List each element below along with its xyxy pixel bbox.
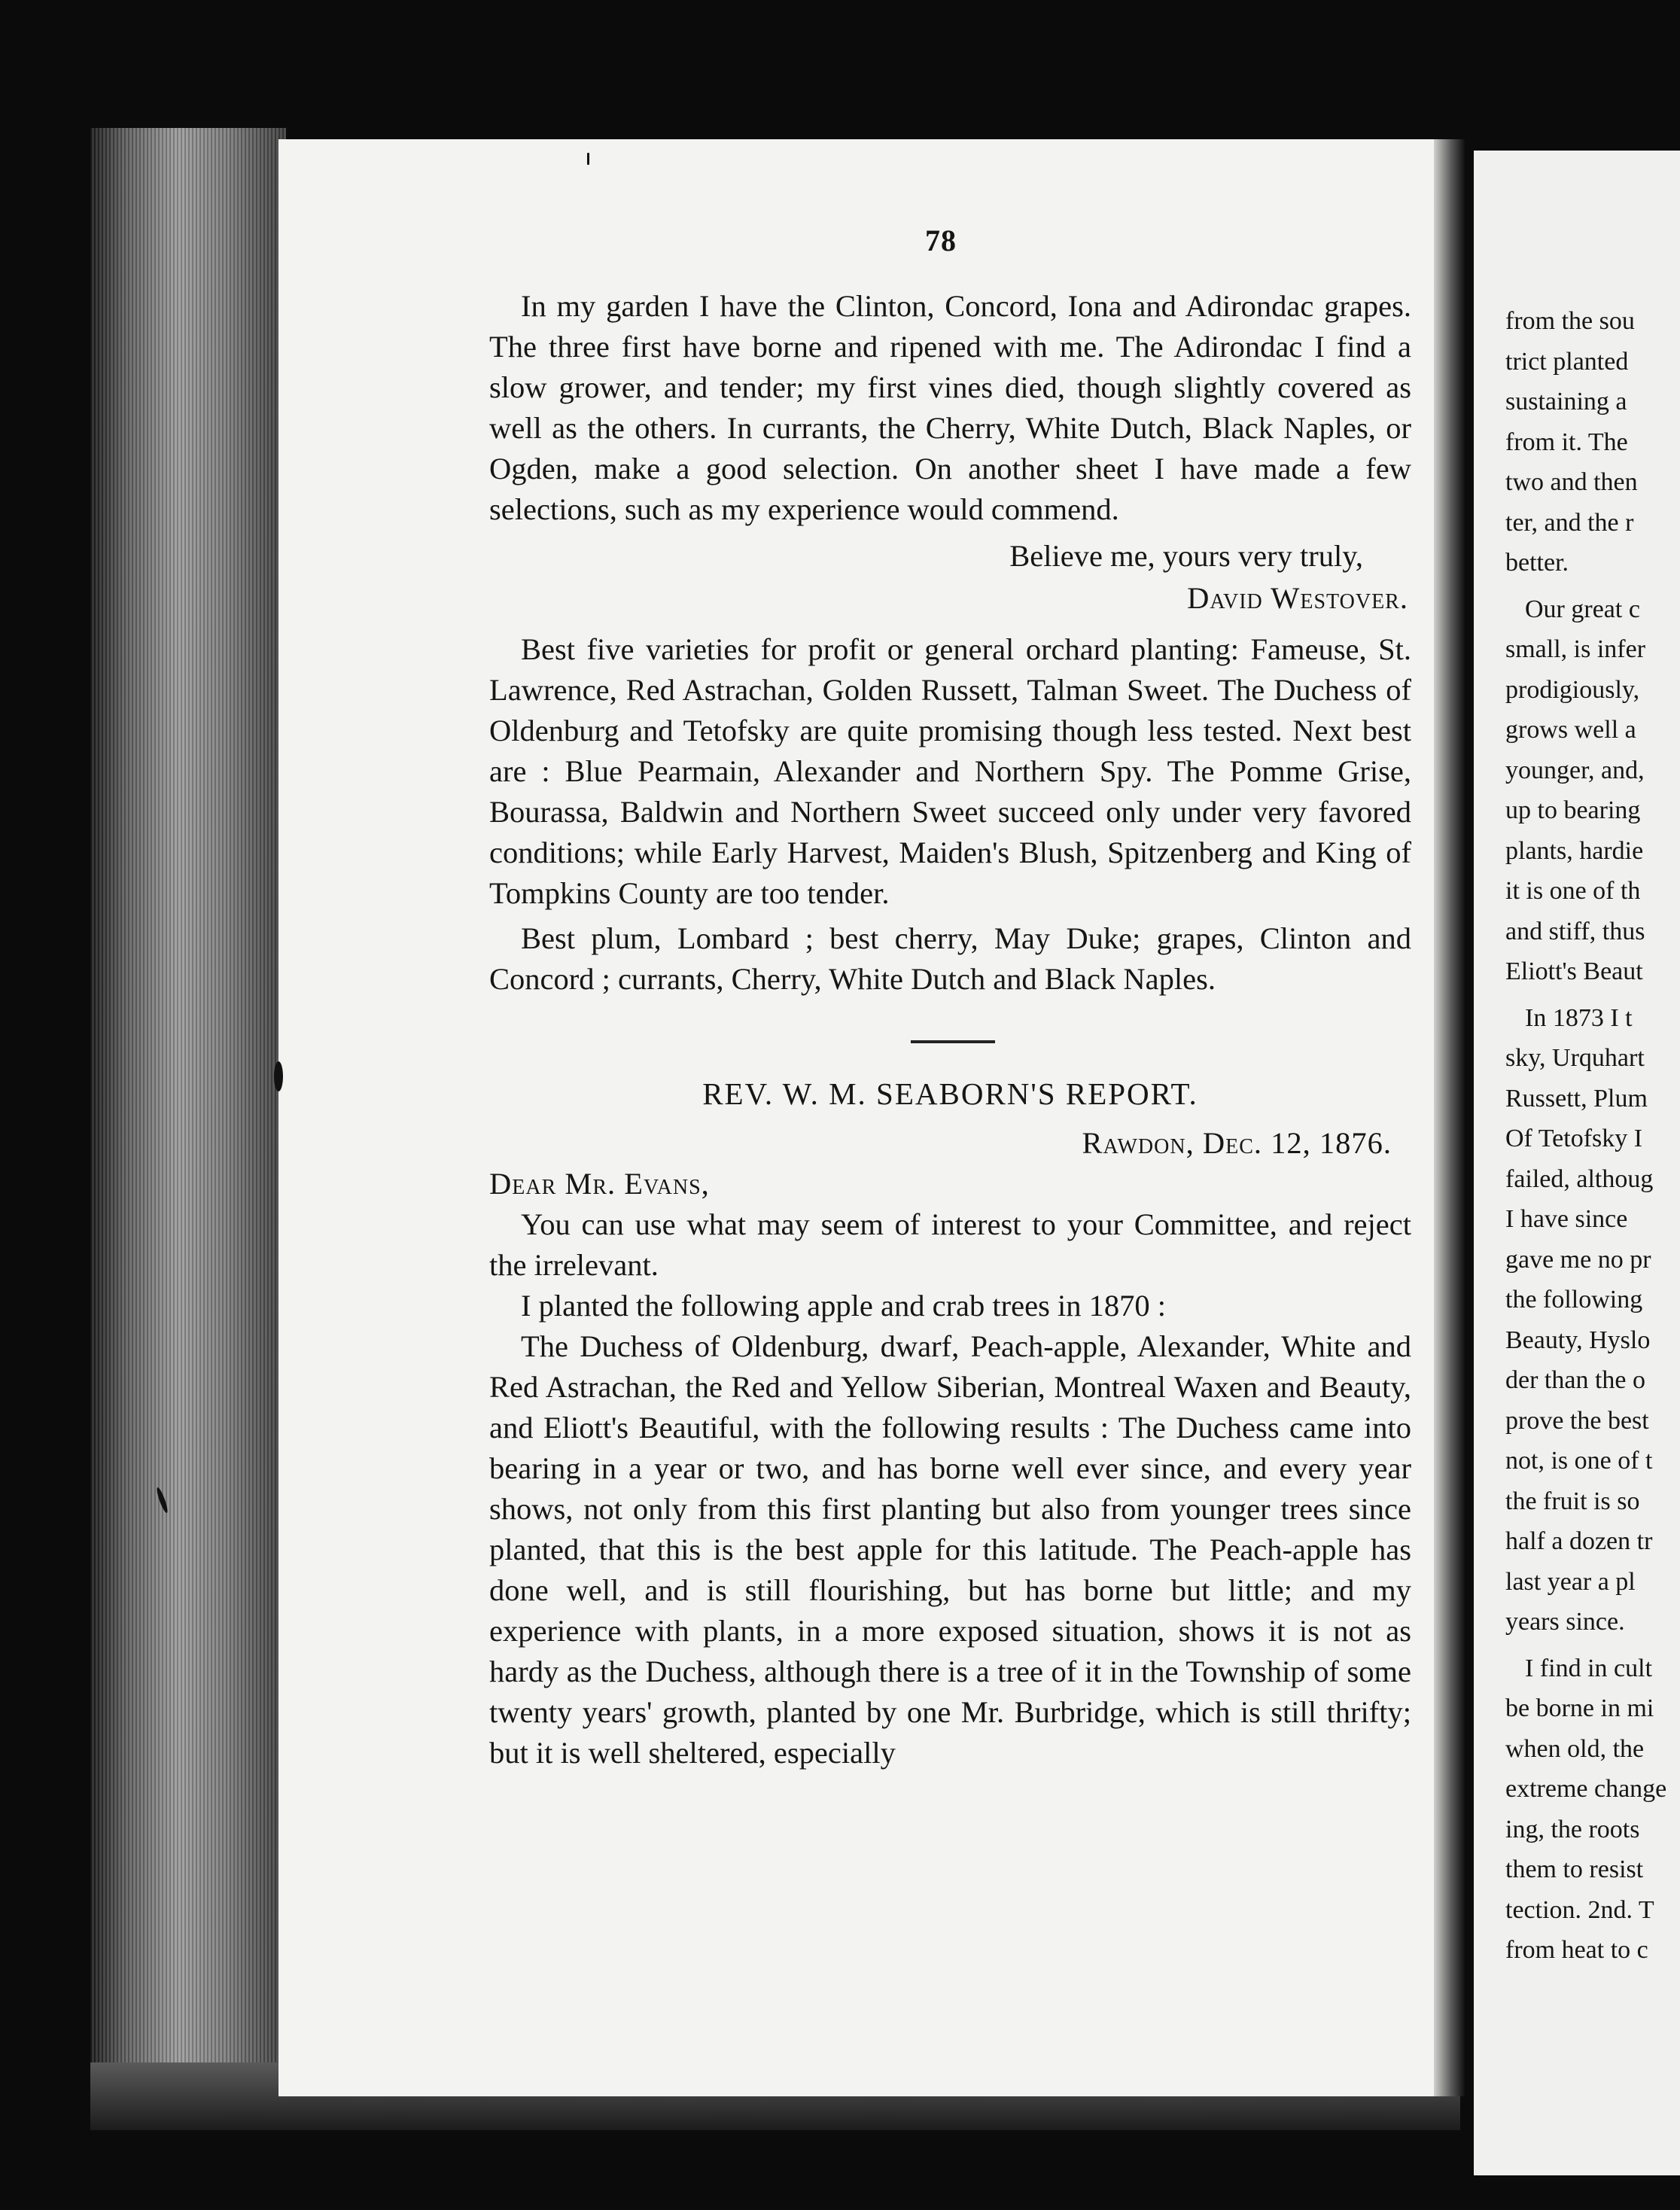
facing-line: ter, and the r — [1505, 508, 1634, 537]
letter-closing: Believe me, yours very truly, — [1009, 539, 1363, 573]
facing-line: years since. — [1505, 1608, 1625, 1636]
page-number: 78 — [925, 224, 957, 257]
facing-line: I have since — [1505, 1205, 1628, 1233]
report-paragraph: You can use what may seem of interest to your Committee, and reject the irrelevant. — [489, 1207, 1411, 1282]
facing-line: der than the o — [1505, 1366, 1645, 1394]
facing-line: younger, and, — [1505, 756, 1645, 784]
facing-line: prove the best — [1505, 1406, 1649, 1435]
selection-paragraph: Best plum, Lombard ; best cherry, May Duke; grapes, Clinton and Concord ; currants, Cherry, White Dutch and Black Naples. — [489, 921, 1411, 996]
facing-line: up to bearing — [1505, 796, 1641, 824]
facing-line: Russett, Plum — [1505, 1084, 1648, 1113]
page-body — [489, 286, 1411, 1773]
facing-line: them to resist — [1505, 1855, 1644, 1883]
facing-line: Beauty, Hyslo — [1505, 1326, 1651, 1354]
facing-line: when old, the — [1505, 1734, 1645, 1763]
facing-line: not, is one of t — [1505, 1447, 1653, 1475]
facing-line: last year a pl — [1505, 1567, 1636, 1596]
facing-line: and stiff, thus — [1505, 917, 1645, 945]
facing-line: prodigiously, — [1505, 675, 1640, 704]
facing-line: from it. The — [1505, 428, 1628, 456]
facing-line: extreme change — [1505, 1775, 1667, 1803]
report-paragraph: I planted the following apple and crab trees in 1870 : — [521, 1289, 1166, 1323]
report-paragraph: The Duchess of Oldenburg, dwarf, Peach-apple, Alexander, White and Red Astrachan, the Red and Yellow Siberian, Montreal Waxen and Beauty, and Eliott's Beautiful, with the following results : The Duchess came into bearing in a year or two, and has borne well ever since, and every year shows, not only from this first planting but also from younger trees since planted, that this is the best apple for this latitude. The Peach-apple has done well, and is still flourishing, but has borne but little; and my experience with plants, in a more exposed situation, shows it is not as hardy as the Duchess, although there is a tree of it in the Township of some twenty years' growth, planted by one Mr. Burbridge, which is still thrifty; but it is well sheltered, especially — [489, 1329, 1411, 1770]
facing-line: from heat to c — [1505, 1936, 1648, 1964]
selection-paragraph: Best five varieties for profit or general orchard planting: Fameuse, St. Lawrence, Red Astrachan, Golden Russett, Talman Sweet. The Duchess of Oldenburg and Tetofsky are quite promising though less tested. Next best are : Blue Pearmain, Alexander and Northern Spy. The Pomme Grise, Bourassa, Baldwin and Northern Sweet succeed only under very favored conditions; while Early Harvest, Maiden's Blush, Spitzenberg and King of Tompkins County are too tender. — [489, 632, 1411, 910]
facing-line: Our great c — [1525, 595, 1640, 623]
facing-line: the following — [1505, 1286, 1643, 1314]
facing-line: from the sou — [1505, 307, 1635, 335]
westover-paragraph: In my garden I have the Clinton, Concord, Iona and Adirondac grapes. The three first have borne and ripened with me. The Adirondac I find a slow grower, and tender; my first vines died, though slightly covered as well as the others. In currants, the Cherry, White Dutch, Black Naples, or Ogden, make a good selection. On another sheet I have made a few selections, such as my experience would commend. — [489, 289, 1411, 526]
margin-speck — [587, 153, 589, 165]
facing-line: the fruit is so — [1505, 1487, 1640, 1515]
facing-line: Eliott's Beaut — [1505, 957, 1643, 985]
facing-line: sky, Urquhart — [1505, 1044, 1645, 1072]
facing-line: be borne in mi — [1505, 1694, 1654, 1722]
facing-line: ing, the roots — [1505, 1815, 1640, 1843]
facing-line: grows well a — [1505, 716, 1636, 744]
report-dateline: Rawdon, Dec. 12, 1876. — [1082, 1126, 1392, 1160]
facing-line: two and then — [1505, 468, 1638, 496]
facing-line: I find in cult — [1525, 1654, 1653, 1682]
facing-page-text — [1505, 301, 1680, 1971]
facing-line: trict planted — [1505, 347, 1629, 376]
report-salutation: Dear Mr. Evans, — [489, 1167, 710, 1201]
facing-line: sustaining a — [1505, 388, 1627, 416]
letter-signature: David Westover. — [1187, 581, 1408, 615]
facing-line: failed, althoug — [1505, 1164, 1654, 1193]
section-divider — [489, 1000, 1411, 1067]
book-gutter — [1434, 139, 1465, 2096]
facing-line: In 1873 I t — [1525, 1003, 1633, 1032]
facing-line: better. — [1505, 549, 1569, 577]
book-fore-edge — [90, 128, 286, 2100]
report-heading: REV. W. M. SEABORN'S REPORT. — [702, 1076, 1198, 1111]
margin-speck — [274, 1061, 283, 1091]
facing-line: it is one of th — [1505, 877, 1641, 905]
facing-line: Of Tetofsky I — [1505, 1125, 1643, 1152]
facing-line: tection. 2nd. T — [1505, 1895, 1654, 1924]
facing-line: small, is infer — [1505, 635, 1646, 663]
facing-line: plants, hardie — [1505, 836, 1644, 865]
facing-line: gave me no pr — [1505, 1245, 1651, 1274]
facing-line: half a dozen tr — [1505, 1527, 1653, 1555]
